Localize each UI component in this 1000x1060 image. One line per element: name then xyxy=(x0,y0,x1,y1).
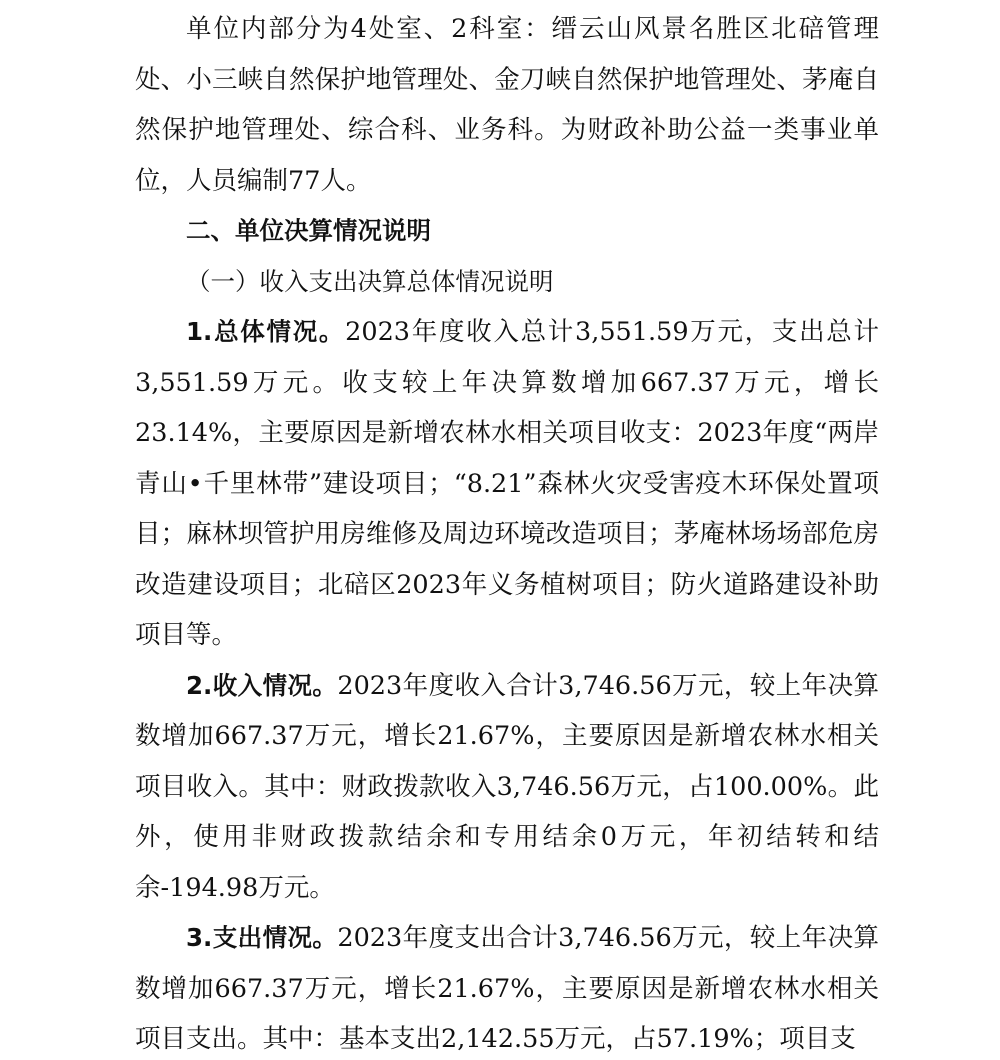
paragraph-text: 2023年度支出合计3,746.56万元，较上年决算数增加667.37万元，增长21.67%，主要原因是新增农林水相关项目支出。其中：基本支出2,142.55万元，占57.19%；项目支 xyxy=(135,923,880,1054)
paragraph-expenditure xyxy=(135,913,879,1060)
paragraph-income xyxy=(135,661,879,914)
paragraph-lead: 2.收入情况。 xyxy=(186,670,338,700)
section-heading: 二、单位决算情况说明 xyxy=(186,216,431,245)
paragraph-text: 2023年度收入合计3,746.56万元，较上年决算数增加667.37万元，增长21.67%，主要原因是新增农林水相关项目收入。其中：财政拨款收入3,746.56万元，占100.00%。此外，使用非财政拨款结余和专用结余0万元，年初结转和结余-194.98万元。 xyxy=(135,670,880,903)
paragraph-lead: 3.支出情况。 xyxy=(186,923,338,952)
paragraph-text: 2023年度收入总计3,551.59万元，支出总计3,551.59万元。收支较上年决算数增加667.37万元，增长23.14%，主要原因是新增农林水相关项目收支：2023年度“两岸青山•千里林带”建设项目；“8.21”森林火灾受害疫木环保处置项目；麻林坝管护用房维修及周边环境改造项目；茅庵林场场部危房改造建设项目；北碚区2023年义务植树项目；防火道路建设补助项目等。 xyxy=(135,317,880,650)
paragraph-lead: 1.总体情况。 xyxy=(186,317,346,346)
intro-paragraph: 单位内部分为4处室、2科室：缙云山风景名胜区北碚管理处、小三峡自然保护地管理处、金刀峡自然保护地管理处、茅庵自然保护地管理处、综合科、业务科。为财政补助公益一类事业单位，人员编制77人。 xyxy=(135,14,879,196)
subsection-heading: （一）收入支出决算总体情况说明 xyxy=(186,266,554,296)
paragraph-overall xyxy=(135,307,879,661)
document-body xyxy=(135,4,879,1060)
